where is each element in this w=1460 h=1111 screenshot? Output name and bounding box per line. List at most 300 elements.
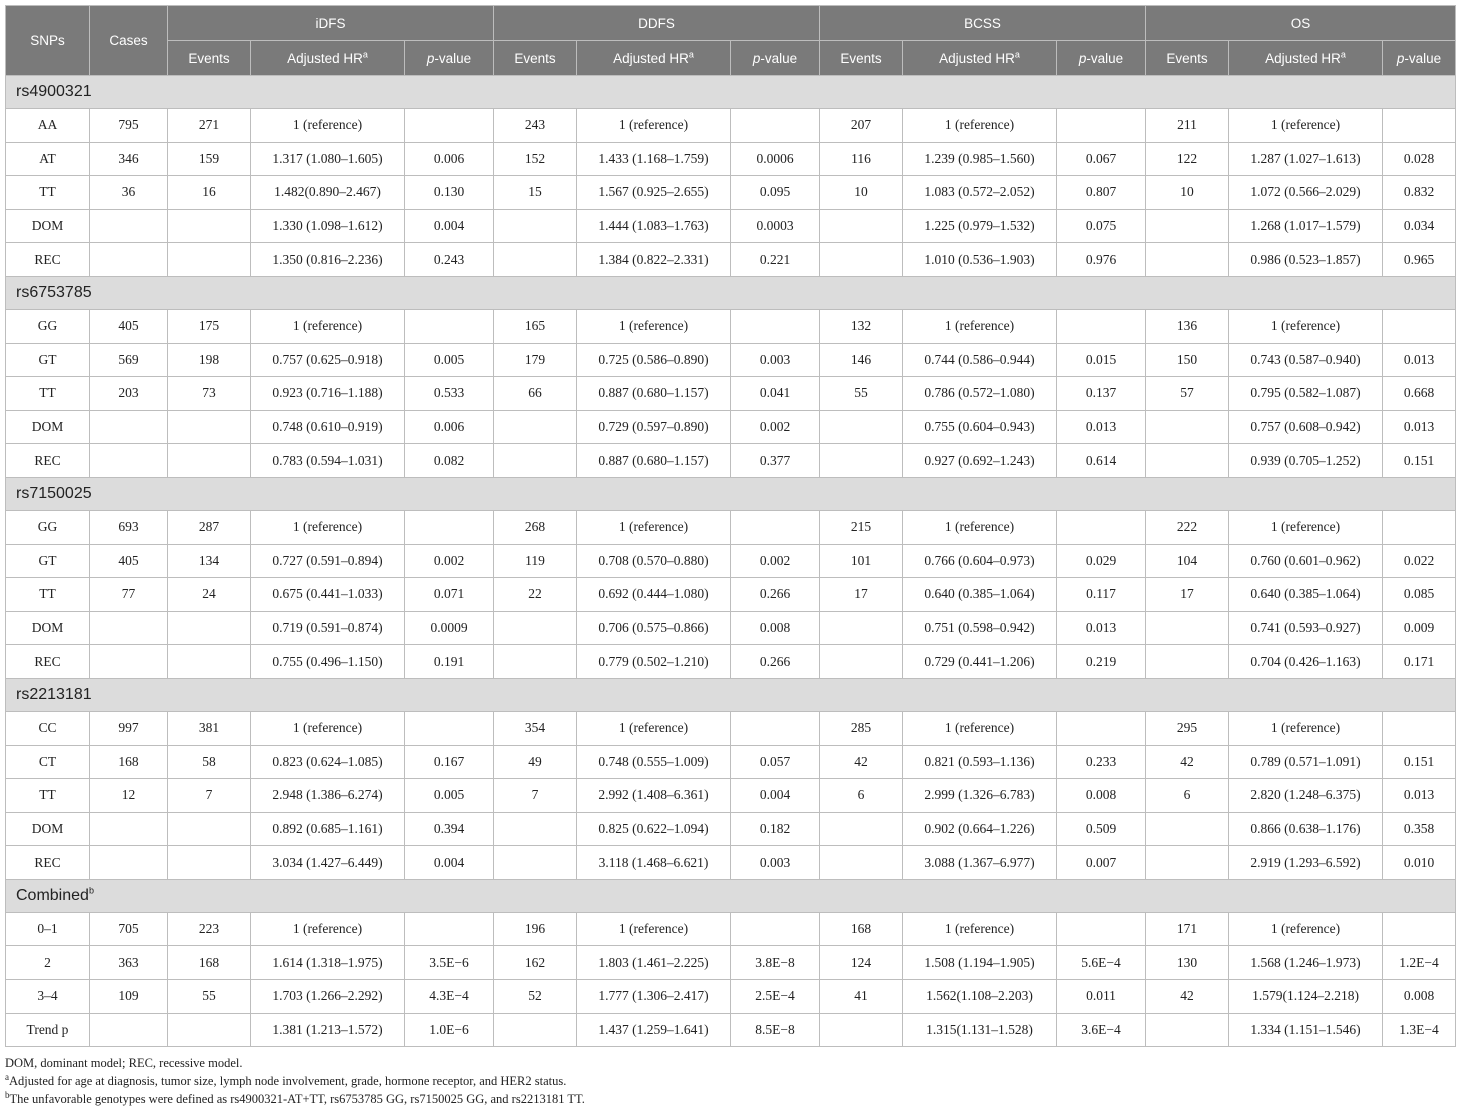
table-cell: 1 (reference) (903, 510, 1057, 544)
table-cell: 0.789 (0.571–1.091) (1229, 745, 1383, 779)
table-cell: 0.009 (1383, 611, 1456, 645)
table-cell: 1.330 (1.098–1.612) (251, 209, 405, 243)
table-cell: 168 (820, 912, 903, 946)
table-cell (1057, 510, 1146, 544)
table-cell: 1.0E−6 (405, 1013, 494, 1047)
table-cell: 0.085 (1383, 578, 1456, 612)
table-cell: 0.795 (0.582–1.087) (1229, 377, 1383, 411)
table-cell (494, 444, 577, 478)
table-cell: 2.999 (1.326–6.783) (903, 779, 1057, 813)
table-cell (405, 912, 494, 946)
table-cell: 215 (820, 510, 903, 544)
table-cell: 15 (494, 176, 577, 210)
table-cell: 0.704 (0.426–1.163) (1229, 645, 1383, 679)
table-cell: 0.887 (0.680–1.157) (577, 444, 731, 478)
table-cell (405, 109, 494, 143)
header-adjusted-hr (577, 41, 731, 76)
table-cell: 0.022 (1383, 544, 1456, 578)
table-row (6, 176, 1456, 210)
table-cell (494, 812, 577, 846)
snp-group-label (6, 477, 1456, 510)
table-cell: 0.003 (731, 846, 820, 880)
table-cell (1146, 444, 1229, 478)
table-cell: 0.779 (0.502–1.210) (577, 645, 731, 679)
table-cell: 223 (168, 912, 251, 946)
header-cases: Cases (90, 6, 168, 76)
table-cell (1383, 309, 1456, 343)
footnote-a-mark: a (5, 1071, 9, 1082)
table-cell (1383, 109, 1456, 143)
snp-group-name: rs2213181 (16, 685, 92, 703)
table-cell: 0.008 (1383, 980, 1456, 1014)
table-cell: REC (6, 645, 90, 679)
table-cell: 36 (90, 176, 168, 210)
table-cell: 10 (820, 176, 903, 210)
table-row (6, 980, 1456, 1014)
table-cell: 159 (168, 142, 251, 176)
header-events: Events (820, 41, 903, 76)
table-cell (1146, 410, 1229, 444)
header-group-idfs: iDFS (168, 6, 494, 41)
header-p-value-suffix: -value (1086, 50, 1124, 66)
table-cell: DOM (6, 611, 90, 645)
table-cell: 17 (820, 578, 903, 612)
table-cell: 101 (820, 544, 903, 578)
table-cell: 2.820 (1.248–6.375) (1229, 779, 1383, 813)
table-cell: 0.266 (731, 645, 820, 679)
table-cell (90, 444, 168, 478)
table-cell (731, 309, 820, 343)
table-cell: 0.751 (0.598–0.942) (903, 611, 1057, 645)
table-cell: 52 (494, 980, 577, 1014)
table-cell: 0.668 (1383, 377, 1456, 411)
table-cell: 22 (494, 578, 577, 612)
table-cell: 0.927 (0.692–1.243) (903, 444, 1057, 478)
table-cell: 1 (reference) (577, 510, 731, 544)
table-cell: 207 (820, 109, 903, 143)
table-cell: 0.786 (0.572–1.080) (903, 377, 1057, 411)
table-cell: 132 (820, 309, 903, 343)
table-cell: 1 (reference) (577, 109, 731, 143)
table-cell: 705 (90, 912, 168, 946)
table-cell: 1 (reference) (1229, 510, 1383, 544)
table-cell: 2.992 (1.408–6.361) (577, 779, 731, 813)
table-cell: 0.760 (0.601–0.962) (1229, 544, 1383, 578)
results-table-container (5, 5, 1455, 1047)
footnote-b (5, 1090, 585, 1108)
table-cell: 1 (reference) (251, 109, 405, 143)
table-cell: 0.243 (405, 243, 494, 277)
table-cell: 1 (reference) (577, 711, 731, 745)
table-cell: 1 (reference) (1229, 912, 1383, 946)
snp-survival-table (5, 5, 1456, 1047)
table-row (6, 109, 1456, 143)
table-row (6, 209, 1456, 243)
table-cell (1146, 846, 1229, 880)
table-cell: 287 (168, 510, 251, 544)
header-adjusted-hr-label: Adjusted HR (939, 50, 1015, 66)
table-cell (168, 410, 251, 444)
table-cell: 0.744 (0.586–0.944) (903, 343, 1057, 377)
table-cell: 1 (reference) (251, 711, 405, 745)
table-cell: 0.013 (1057, 611, 1146, 645)
table-cell (168, 611, 251, 645)
table-cell: 57 (1146, 377, 1229, 411)
table-cell: 109 (90, 980, 168, 1014)
table-cell: 1.579(1.124–2.218) (1229, 980, 1383, 1014)
table-cell (405, 711, 494, 745)
table-cell (1146, 611, 1229, 645)
table-cell: 1 (reference) (1229, 109, 1383, 143)
table-cell (90, 611, 168, 645)
table-cell: 0.008 (1057, 779, 1146, 813)
table-cell: GG (6, 510, 90, 544)
table-cell: Trend p (6, 1013, 90, 1047)
header-adjusted-hr (1229, 41, 1383, 76)
table-cell (820, 812, 903, 846)
table-cell: 124 (820, 946, 903, 980)
table-cell: 0.823 (0.624–1.085) (251, 745, 405, 779)
table-cell: 0.0006 (731, 142, 820, 176)
table-cell: 1 (reference) (903, 912, 1057, 946)
table-cell (494, 846, 577, 880)
table-cell: 271 (168, 109, 251, 143)
snp-group-name: rs4900321 (16, 83, 92, 100)
table-cell: 997 (90, 711, 168, 745)
table-cell (1383, 510, 1456, 544)
table-cell: 0.976 (1057, 243, 1146, 277)
table-cell: 0.755 (0.604–0.943) (903, 410, 1057, 444)
table-cell: 0–1 (6, 912, 90, 946)
table-cell: 0.902 (0.664–1.226) (903, 812, 1057, 846)
table-cell: 3.034 (1.427–6.449) (251, 846, 405, 880)
header-p-value (731, 41, 820, 76)
table-cell: 0.006 (405, 142, 494, 176)
table-cell: 0.013 (1057, 410, 1146, 444)
table-cell: 0.640 (0.385–1.064) (903, 578, 1057, 612)
table-cell: 42 (1146, 980, 1229, 1014)
table-cell: 0.002 (731, 410, 820, 444)
table-cell: 3.5E−6 (405, 946, 494, 980)
table-cell: 0.006 (405, 410, 494, 444)
table-cell: 0.965 (1383, 243, 1456, 277)
table-cell (1146, 812, 1229, 846)
table-cell: 1.317 (1.080–1.605) (251, 142, 405, 176)
table-cell: 0.095 (731, 176, 820, 210)
table-cell: 0.029 (1057, 544, 1146, 578)
table-row (6, 711, 1456, 745)
table-cell: CC (6, 711, 90, 745)
table-cell: 222 (1146, 510, 1229, 544)
table-cell: 10 (1146, 176, 1229, 210)
table-cell: 1.444 (1.083–1.763) (577, 209, 731, 243)
table-cell (1146, 645, 1229, 679)
table-cell: 66 (494, 377, 577, 411)
header-events: Events (494, 41, 577, 76)
table-cell: 1.268 (1.017–1.579) (1229, 209, 1383, 243)
table-cell: 7 (494, 779, 577, 813)
header-adjusted-hr-footnote-mark: a (1014, 49, 1020, 59)
table-cell: 0.117 (1057, 578, 1146, 612)
table-cell: 1.2E−4 (1383, 946, 1456, 980)
table-row (6, 812, 1456, 846)
table-row (6, 444, 1456, 478)
table-cell (1057, 711, 1146, 745)
table-cell (168, 645, 251, 679)
table-cell: 1 (reference) (903, 109, 1057, 143)
table-cell: 0.832 (1383, 176, 1456, 210)
table-row (6, 243, 1456, 277)
table-cell: 1 (reference) (903, 711, 1057, 745)
header-group-ddfs: DDFS (494, 6, 820, 41)
table-cell: 405 (90, 309, 168, 343)
table-cell (494, 243, 577, 277)
table-cell: 0.748 (0.610–0.919) (251, 410, 405, 444)
table-cell: 0.007 (1057, 846, 1146, 880)
table-row (6, 343, 1456, 377)
table-cell: 0.071 (405, 578, 494, 612)
table-cell (168, 243, 251, 277)
table-cell: GT (6, 544, 90, 578)
table-cell: 12 (90, 779, 168, 813)
table-cell: 0.755 (0.496–1.150) (251, 645, 405, 679)
table-cell: 0.004 (731, 779, 820, 813)
header-p-value-italic: p (426, 50, 435, 66)
table-header (6, 6, 1456, 76)
table-cell: 0.082 (405, 444, 494, 478)
table-cell: 179 (494, 343, 577, 377)
table-cell: AT (6, 142, 90, 176)
table-cell: REC (6, 243, 90, 277)
table-cell (90, 812, 168, 846)
snp-group-label (6, 276, 1456, 309)
table-cell: 0.005 (405, 343, 494, 377)
table-cell: DOM (6, 410, 90, 444)
table-cell (90, 846, 168, 880)
table-row (6, 946, 1456, 980)
table-cell: 2.5E−4 (731, 980, 820, 1014)
table-cell: 0.614 (1057, 444, 1146, 478)
footnote-a (5, 1072, 585, 1090)
table-cell: 1.083 (0.572–2.052) (903, 176, 1057, 210)
table-cell (168, 812, 251, 846)
table-cell: 0.719 (0.591–0.874) (251, 611, 405, 645)
table-cell: 346 (90, 142, 168, 176)
table-row (6, 142, 1456, 176)
table-cell: 569 (90, 343, 168, 377)
table-cell: 168 (90, 745, 168, 779)
header-adjusted-hr-label: Adjusted HR (287, 50, 363, 66)
table-cell: 1 (reference) (903, 309, 1057, 343)
header-events: Events (1146, 41, 1229, 76)
table-cell: 0.191 (405, 645, 494, 679)
table-cell (1146, 243, 1229, 277)
table-cell: 0.028 (1383, 142, 1456, 176)
table-cell (820, 1013, 903, 1047)
table-cell: 119 (494, 544, 577, 578)
table-cell: 0.005 (405, 779, 494, 813)
table-cell: 2.948 (1.386–6.274) (251, 779, 405, 813)
header-p-value (405, 41, 494, 76)
table-cell: 363 (90, 946, 168, 980)
table-cell: 0.377 (731, 444, 820, 478)
table-cell: 0.743 (0.587–0.940) (1229, 343, 1383, 377)
table-row (6, 544, 1456, 578)
table-footnotes (5, 1054, 585, 1108)
header-adjusted-hr-footnote-mark: a (362, 49, 368, 59)
table-cell: 41 (820, 980, 903, 1014)
table-row (6, 645, 1456, 679)
table-cell (168, 444, 251, 478)
table-cell: 0.821 (0.593–1.136) (903, 745, 1057, 779)
table-cell: 0.986 (0.523–1.857) (1229, 243, 1383, 277)
table-cell: DOM (6, 209, 90, 243)
header-group-os: OS (1146, 6, 1456, 41)
snp-group-row (6, 76, 1456, 109)
table-cell: 77 (90, 578, 168, 612)
table-cell: 0.167 (405, 745, 494, 779)
table-cell: 0.706 (0.575–0.866) (577, 611, 731, 645)
table-cell: 2.919 (1.293–6.592) (1229, 846, 1383, 880)
table-cell: 795 (90, 109, 168, 143)
table-cell: 162 (494, 946, 577, 980)
table-cell: 130 (1146, 946, 1229, 980)
table-cell: 0.002 (405, 544, 494, 578)
footnote-abbreviations: DOM, dominant model; REC, recessive model. (5, 1056, 243, 1070)
table-cell: 73 (168, 377, 251, 411)
table-cell: 0.748 (0.555–1.009) (577, 745, 731, 779)
table-cell: 0.011 (1057, 980, 1146, 1014)
snp-group-name: rs7150025 (16, 484, 92, 502)
table-cell: 2 (6, 946, 90, 980)
table-cell: 1.384 (0.822–2.331) (577, 243, 731, 277)
table-cell: 0.675 (0.441–1.033) (251, 578, 405, 612)
table-cell: 285 (820, 711, 903, 745)
table-cell: 198 (168, 343, 251, 377)
table-cell: GG (6, 309, 90, 343)
table-cell: 0.0009 (405, 611, 494, 645)
table-cell: 42 (820, 745, 903, 779)
table-row (6, 377, 1456, 411)
table-cell (820, 444, 903, 478)
table-cell: 0.358 (1383, 812, 1456, 846)
table-cell (1057, 309, 1146, 343)
table-cell: 0.725 (0.586–0.890) (577, 343, 731, 377)
footnote-a-text: Adjusted for age at diagnosis, tumor size, lymph node involvement, grade, hormone receptor, and HER2 status. (9, 1074, 567, 1088)
table-cell: 0.130 (405, 176, 494, 210)
table-cell: 0.394 (405, 812, 494, 846)
table-cell: 0.171 (1383, 645, 1456, 679)
table-row (6, 846, 1456, 880)
table-cell: 0.004 (405, 846, 494, 880)
table-cell: 0.221 (731, 243, 820, 277)
header-adjusted-hr-footnote-mark: a (688, 49, 694, 59)
table-cell: 3–4 (6, 980, 90, 1014)
table-cell: 1.239 (0.985–1.560) (903, 142, 1057, 176)
table-cell (494, 611, 577, 645)
table-cell: 1.568 (1.246–1.973) (1229, 946, 1383, 980)
table-cell: 0.825 (0.622–1.094) (577, 812, 731, 846)
table-cell: 1.567 (0.925–2.655) (577, 176, 731, 210)
table-cell (820, 846, 903, 880)
table-cell: TT (6, 779, 90, 813)
table-cell: 168 (168, 946, 251, 980)
table-cell (1383, 711, 1456, 745)
table-cell (168, 846, 251, 880)
table-cell: 8.5E−8 (731, 1013, 820, 1047)
table-cell: 1 (reference) (251, 912, 405, 946)
table-cell: 0.892 (0.685–1.161) (251, 812, 405, 846)
footnote-b-text: The unfavorable genotypes were defined as rs4900321-AT+TT, rs6753785 GG, rs7150025 GG, and rs2213181 TT. (9, 1092, 585, 1106)
table-cell: 7 (168, 779, 251, 813)
table-cell (405, 309, 494, 343)
table-cell: 0.003 (731, 343, 820, 377)
table-cell: 1 (reference) (251, 309, 405, 343)
header-p-value (1383, 41, 1456, 76)
table-cell (90, 645, 168, 679)
table-cell: 0.757 (0.625–0.918) (251, 343, 405, 377)
snp-group-row (6, 276, 1456, 309)
table-cell: 0.729 (0.441–1.206) (903, 645, 1057, 679)
table-cell: REC (6, 846, 90, 880)
table-cell: 116 (820, 142, 903, 176)
table-cell: 0.887 (0.680–1.157) (577, 377, 731, 411)
header-adjusted-hr-label: Adjusted HR (613, 50, 689, 66)
table-cell: 58 (168, 745, 251, 779)
table-cell: 122 (1146, 142, 1229, 176)
table-cell: TT (6, 578, 90, 612)
table-cell: 0.067 (1057, 142, 1146, 176)
table-cell: 0.057 (731, 745, 820, 779)
snp-group-footnote-mark: b (88, 885, 94, 896)
table-cell: 24 (168, 578, 251, 612)
table-cell: 0.137 (1057, 377, 1146, 411)
snp-group-label (6, 678, 1456, 711)
table-body (6, 76, 1456, 1047)
table-cell: REC (6, 444, 90, 478)
table-cell (1057, 109, 1146, 143)
table-cell: 0.041 (731, 377, 820, 411)
table-cell: 3.118 (1.468–6.621) (577, 846, 731, 880)
table-cell: 405 (90, 544, 168, 578)
table-cell: 0.182 (731, 812, 820, 846)
header-adjusted-hr-label: Adjusted HR (1265, 50, 1341, 66)
header-p-value-italic: p (752, 50, 761, 66)
table-row (6, 779, 1456, 813)
table-row (6, 578, 1456, 612)
table-cell (90, 209, 168, 243)
table-cell: 0.013 (1383, 779, 1456, 813)
table-cell: 1.437 (1.259–1.641) (577, 1013, 731, 1047)
table-row (6, 1013, 1456, 1047)
table-cell (820, 209, 903, 243)
table-cell: 0.533 (405, 377, 494, 411)
header-adjusted-hr (903, 41, 1057, 76)
table-cell (494, 645, 577, 679)
table-cell: 1.072 (0.566–2.029) (1229, 176, 1383, 210)
table-row (6, 309, 1456, 343)
table-cell: 104 (1146, 544, 1229, 578)
snp-group-label (6, 76, 1456, 109)
table-cell: 1.482(0.890–2.467) (251, 176, 405, 210)
table-cell (494, 1013, 577, 1047)
table-cell: 0.151 (1383, 745, 1456, 779)
table-cell: 0.233 (1057, 745, 1146, 779)
table-cell: 0.0003 (731, 209, 820, 243)
table-cell: 171 (1146, 912, 1229, 946)
table-cell: 0.708 (0.570–0.880) (577, 544, 731, 578)
table-cell: 1.433 (1.168–1.759) (577, 142, 731, 176)
